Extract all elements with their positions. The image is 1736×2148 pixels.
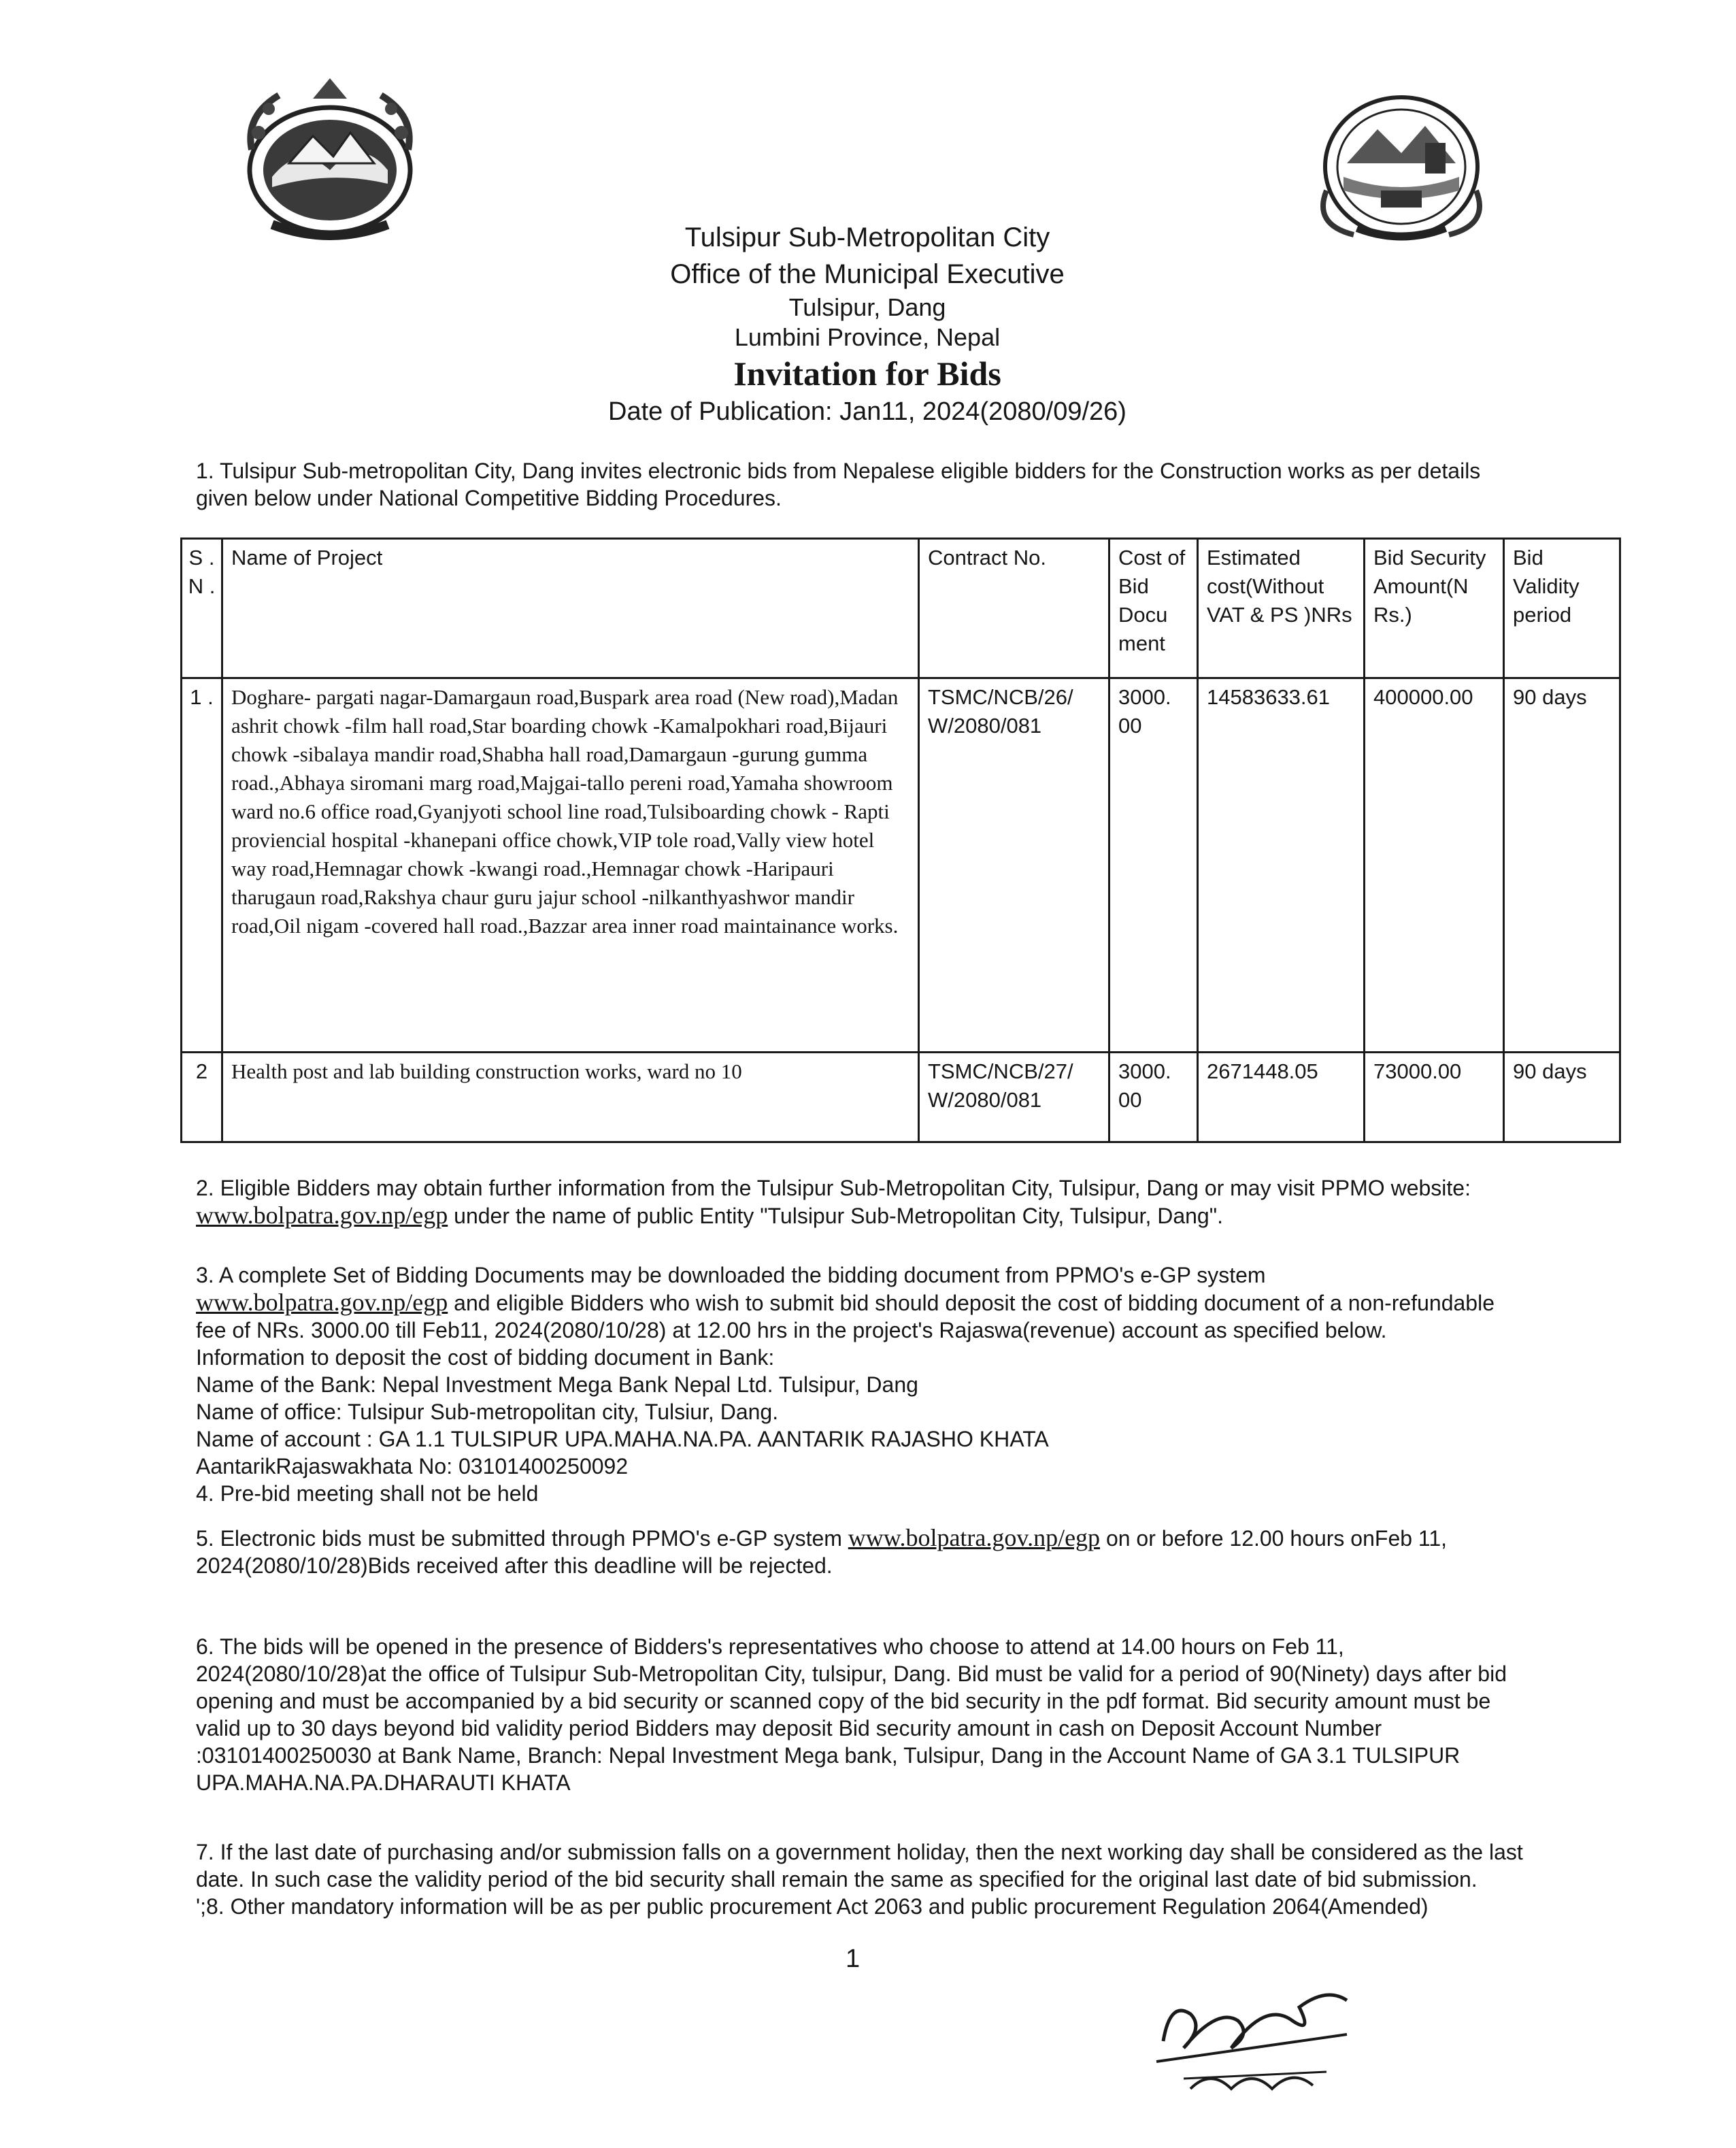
header-sn: S . N . xyxy=(182,539,222,678)
header-project-name: Name of Project xyxy=(222,539,919,678)
nepal-emblem-icon xyxy=(231,68,429,252)
paragraph-3-text: 3. A complete Set of Bidding Documents may be downloaded the bidding document from PPMO's e-GP system xyxy=(196,1263,1266,1287)
row-bid-validity: 90 days xyxy=(1504,678,1620,1053)
paragraph-7 xyxy=(196,1838,1529,1920)
row-cost-bid-document: 3000. 00 xyxy=(1109,678,1198,1053)
office-province: Lumbini Province, Nepal xyxy=(734,323,1001,351)
row-estimated-cost: 2671448.05 xyxy=(1198,1053,1365,1142)
office-name: Office of the Municipal Executive xyxy=(670,259,1065,289)
row-bid-validity: 90 days xyxy=(1504,1053,1620,1142)
ppmo-website-link[interactable]: www.bolpatra.gov.np/egp xyxy=(196,1202,448,1229)
paragraph-3-after: and eligible Bidders who wish to submit bid should deposit the cost of bidding document of a non-refundable fee of NRs. 3000.00 till Feb11, 2024(2080/10/28) at 12.00 hrs in the project's Rajaswa(revenue) account as specified below. xyxy=(196,1291,1495,1342)
paragraph-6: 6. The bids will be opened in the presence of Bidders's representatives who choose to attend at 14.00 hours on Feb 11, 2024(2080/10/28)at the office of Tulsipur Sub-Metropolitan City, tulsipur, Dang. Bid must be valid for a period of 90(Ninety) days after bid opening and must be accompanied by a bid security or scanned copy of the bid security in the pdf format. Bid security amount must be valid up to 30 days beyond bid validity period Bidders may deposit Bid security amount in cash on Deposit Account Number :03101400250030 at Bank Name, Branch: Nepal Investment Mega bank, Tulsipur, Dang in the Account Name of GA 3.1 TULSIPUR UPA.MAHA.NA.PA.DHARAUTI KHATA xyxy=(196,1634,1507,1795)
row-sn: 1 . xyxy=(182,678,222,1053)
paragraph-8: ';8. Other mandatory information will be as per public procurement Act 2063 and public procurement Regulation 2064(Amended) xyxy=(196,1894,1429,1919)
row-bid-security: 400000.00 xyxy=(1365,678,1504,1053)
office-location: Tulsipur, Dang xyxy=(788,293,946,321)
municipality-logo-icon xyxy=(1299,88,1503,252)
paragraph-5-after: on or before 12.00 hours onFeb 11, 2024(2080/10/28)Bids received after this deadline will be rejected. xyxy=(196,1526,1448,1578)
header-contract-no: Contract No. xyxy=(919,539,1109,678)
paragraph-5 xyxy=(196,1524,1529,1579)
header-bid-validity: Bid Validity period xyxy=(1504,539,1620,678)
page-number: 1 xyxy=(846,1945,861,1973)
ppmo-submission-link[interactable]: www.bolpatra.gov.np/egp xyxy=(848,1524,1101,1551)
row-estimated-cost: 14583633.61 xyxy=(1198,678,1365,1053)
publication-date: Date of Publication: Jan11, 2024(2080/09/26) xyxy=(608,397,1126,426)
paragraph-4: 4. Pre-bid meeting shall not be held xyxy=(196,1481,539,1506)
account-number: AantarikRajaswakhata No: 03101400250092 xyxy=(196,1454,629,1478)
row-contract-no: TSMC/NCB/26/ W/2080/081 xyxy=(919,678,1109,1053)
header-bid-security: Bid Security Amount(N Rs.) xyxy=(1365,539,1504,678)
paragraph-2-text: 2. Eligible Bidders may obtain further information from the Tulsipur Sub-Metropolitan City, Tulsipur, Dang or may visit PPMO website: xyxy=(196,1176,1471,1200)
row-contract-no: TSMC/NCB/27/ W/2080/081 xyxy=(919,1053,1109,1142)
table-row xyxy=(182,678,1620,1053)
paragraph-2 xyxy=(196,1174,1529,1229)
account-name: Name of account : GA 1.1 TULSIPUR UPA.MAHA.NA.PA. AANTARIK RAJASHO KHATA xyxy=(196,1427,1049,1451)
table-row xyxy=(182,1053,1620,1142)
table-header-row xyxy=(182,539,1620,678)
bank-name: Name of the Bank: Nepal Investment Mega Bank Nepal Ltd. Tulsipur, Dang xyxy=(196,1372,918,1397)
row-project-name: Health post and lab building construction works, ward no 10 xyxy=(222,1053,919,1142)
ppmo-egp-link[interactable]: www.bolpatra.gov.np/egp xyxy=(196,1289,448,1316)
row-cost-bid-document: 3000. 00 xyxy=(1109,1053,1198,1142)
city-name: Tulsipur Sub-Metropolitan City xyxy=(684,222,1050,252)
row-sn: 2 xyxy=(182,1053,222,1142)
paragraph-5-text: 5. Electronic bids must be submitted through PPMO's e-GP system xyxy=(196,1526,848,1551)
paragraph-1: 1. Tulsipur Sub-metropolitan City, Dang invites electronic bids from Nepalese eligible bidders for the Construction works as per details given below under National Competitive Bidding Procedures. xyxy=(196,459,1481,510)
bank-info-heading: Information to deposit the cost of bidding document in Bank: xyxy=(196,1345,775,1370)
bids-table xyxy=(180,538,1621,1143)
paragraph-7-text: 7. If the last date of purchasing and/or submission falls on a government holiday, then the next working day shall be considered as the last date. In such case the validity period of the bid security shall remain the same as specified for the original last date of bid submission. xyxy=(196,1840,1523,1891)
header-estimated-cost: Estimated cost(Without VAT & PS )NRs xyxy=(1198,539,1365,678)
signature-stamp xyxy=(1143,1960,1361,2116)
office-name-line: Name of office: Tulsipur Sub-metropolitan city, Tulsiur, Dang. xyxy=(196,1400,779,1424)
row-bid-security: 73000.00 xyxy=(1365,1053,1504,1142)
document-title: Invitation for Bids xyxy=(733,354,1001,393)
row-project-name: Doghare- pargati nagar-Damargaun road,Buspark area road (New road),Madan ashrit chowk -film hall road,Star boarding chowk -Kamalpokhari road,Bijauri chowk -sibalaya mandir road,Shabha hall road,Damargaun -gurung gumma road.,Abhaya siromani marg road,Majgai-tallo pereni road,Yamaha showroom ward no.6 office road,Gyanjyoti school line road,Tulsiboarding chowk - Rapti proviencial hospital -khanepani office chowk,VIP tole road,Vally view hotel way road,Hemnagar chowk -kwangi road.,Hemnagar chowk -Haripauri tharugaun road,Rakshya chaur guru jajur school -nilkanthyashwor mandir road,Oil nigam -covered hall road.,Bazzar area inner road maintainance works. xyxy=(222,678,919,1053)
paragraph-2-after: under the name of public Entity "Tulsipur Sub-Metropolitan City, Tulsipur, Dang". xyxy=(448,1204,1223,1228)
paragraph-3 xyxy=(196,1261,1529,1507)
letterhead xyxy=(435,219,1299,429)
header-cost-bid-document: Cost of Bid Docu ment xyxy=(1109,539,1198,678)
